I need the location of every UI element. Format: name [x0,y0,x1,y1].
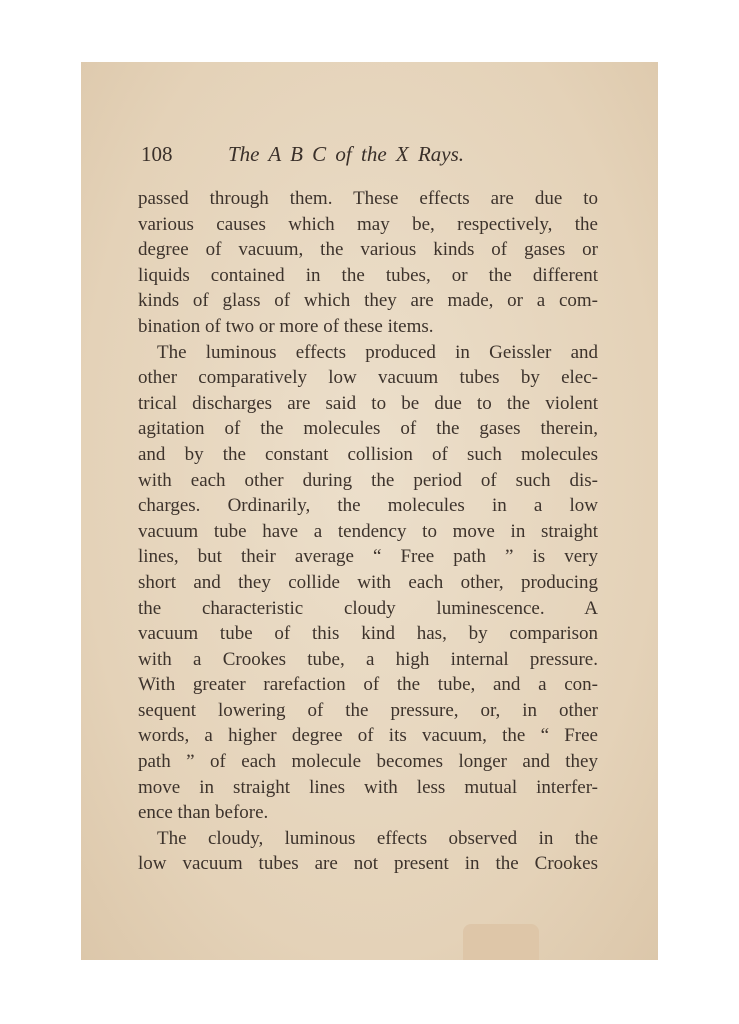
text-line: lines, but their average “ Free path ” is very [138,546,598,568]
text-line: with a Crookes tube, a high internal pressure. [138,648,598,670]
text-line: path ” of each molecule becomes longer and they [138,751,598,773]
text-line: with each other during the period of such dis- [138,469,598,491]
page-header [141,139,601,169]
scanned-page [81,62,658,960]
text-line: words, a higher degree of its vacuum, the “ Free [138,725,598,747]
text-line: the characteristic cloudy luminescence. A [138,597,598,619]
body-text [138,186,598,877]
text-line: trical discharges are said to be due to the violent [138,392,598,414]
text-line: charges. Ordinarily, the molecules in a low [138,495,598,517]
text-line: agitation of the molecules of the gases therein, [138,418,598,440]
text-line: sequent lowering of the pressure, or, in other [138,699,598,721]
text-line: various causes which may be, respectively, the [138,213,598,235]
text-line: passed through them. These effects are due to [138,188,598,209]
text-line: bination of two or more of these items. [138,315,434,337]
text-line: low vacuum tubes are not present in the Crookes [138,853,598,875]
text-line: and by the constant collision of such molecules [138,443,598,465]
text-line: liquids contained in the tubes, or the different [138,264,598,286]
text-line: vacuum tube of this kind has, by comparison [138,623,598,645]
page-number: 108 [141,142,173,166]
text-line: kinds of glass of which they are made, or a com- [138,290,598,312]
text-line: With greater rarefaction of the tube, and a con- [138,674,598,696]
text-line: vacuum tube have a tendency to move in straight [138,520,598,542]
text-line: short and they collide with each other, producing [138,571,598,593]
text-line: other comparatively low vacuum tubes by elec- [138,367,598,389]
text-line: degree of vacuum, the various kinds of gases or [138,239,598,261]
text-line: ence than before. [138,802,269,824]
text-line: The cloudy, luminous effects observed in the [157,827,598,849]
text-line: The luminous effects produced in Geissler and [157,341,598,363]
text-line: move in straight lines with less mutual interfer- [138,776,598,798]
running-title: The A B C of the X Rays. [228,142,465,166]
